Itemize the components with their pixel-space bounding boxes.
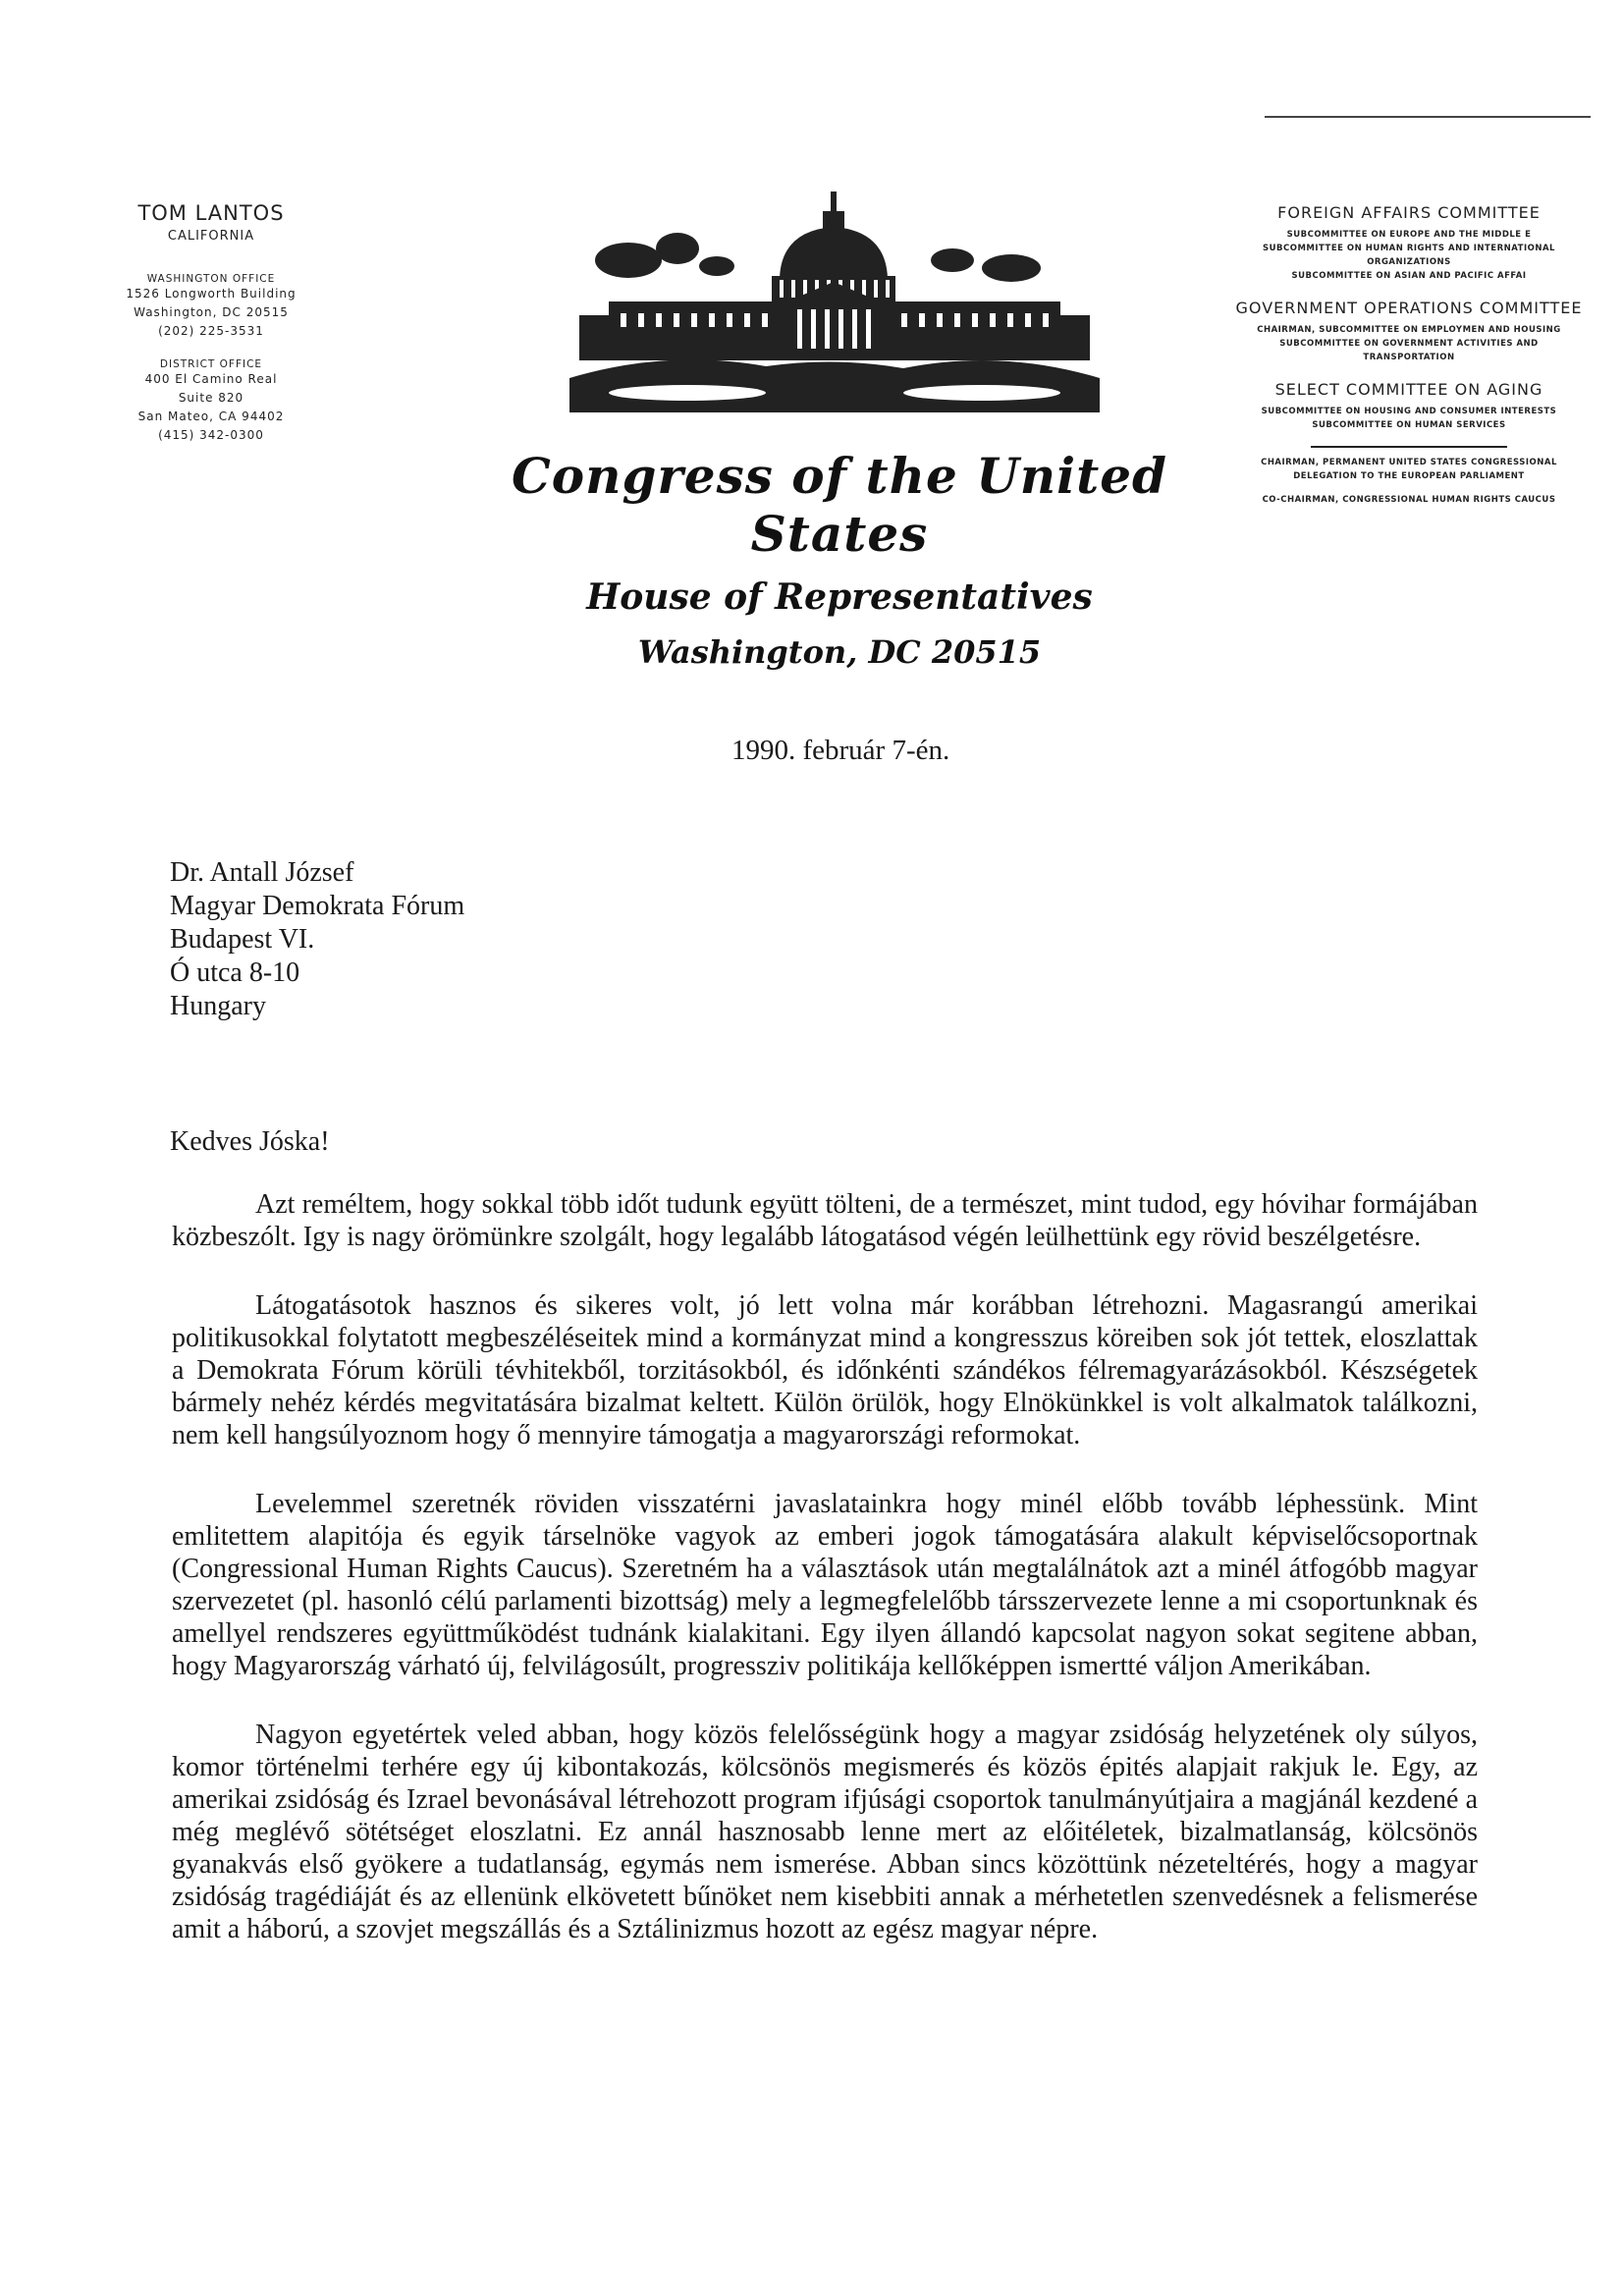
masthead xyxy=(461,447,1217,671)
subcommittee: SUBCOMMITTEE ON HUMAN RIGHTS AND INTERNATIONAL ORGANIZATIONS xyxy=(1263,244,1555,267)
subcommittee: SUBCOMMITTEE ON ASIAN AND PACIFIC AFFAI xyxy=(1291,271,1527,281)
top-rule-gap xyxy=(1196,116,1265,118)
recipient-line: Dr. Antall József xyxy=(170,857,354,888)
washington-office-line: 1526 Longworth Building xyxy=(126,287,297,301)
masthead-house: House of Representatives xyxy=(586,576,1093,618)
district-office-line: 400 El Camino Real xyxy=(144,372,278,386)
district-office-line: (415) 342-0300 xyxy=(158,428,264,442)
sender-name: TOM LANTOS xyxy=(137,201,285,225)
extra-role: CO-CHAIRMAN, CONGRESSIONAL HUMAN RIGHTS CAUCUS xyxy=(1262,495,1556,505)
subcommittee: SUBCOMMITTEE ON EUROPE AND THE MIDDLE E xyxy=(1286,230,1532,240)
recipient-line: Ó utca 8-10 xyxy=(170,957,300,988)
recipient-line: Budapest VI. xyxy=(170,924,315,955)
subcommittee: SUBCOMMITTEE ON HOUSING AND CONSUMER INTERESTS xyxy=(1261,407,1557,416)
committee-aging xyxy=(1232,378,1586,432)
recipient-line: Hungary xyxy=(170,991,266,1021)
recipient-address xyxy=(170,856,464,1023)
committee-block xyxy=(1232,201,1586,507)
salutation: Kedves Jóska! xyxy=(170,1126,330,1157)
capitol-building-icon xyxy=(569,191,1100,412)
washington-office-line: Washington, DC 20515 xyxy=(134,305,289,319)
washington-office-line: (202) 225-3531 xyxy=(158,324,264,338)
committee-divider xyxy=(1311,446,1507,448)
committee-government-operations xyxy=(1232,297,1586,364)
district-office-title: DISTRICT OFFICE xyxy=(159,358,263,370)
recipient-line: Magyar Demokrata Fórum xyxy=(170,891,465,921)
letter-date: 1990. február 7-én. xyxy=(731,735,950,766)
washington-office-title: WASHINGTON OFFICE xyxy=(146,273,276,285)
committee-title: SELECT COMMITTEE ON AGING xyxy=(1274,380,1543,399)
committee-title: GOVERNMENT OPERATIONS COMMITTEE xyxy=(1235,299,1583,317)
subcommittee: SUBCOMMITTEE ON GOVERNMENT ACTIVITIES AND TRANSPORTATION xyxy=(1279,339,1539,362)
body-paragraph: Látogatásotok hasznos és sikeres volt, jó lett volna már korábban létrehozni. Magasrangú amerikai politikusokkal folytatott megbeszéléseitek mind a kormányzat mind a kongresszus köreiben sok jót tettek, eloszlattak a Demokrata Fórum körüli tévhitekből, torzitásokból, és időnkénti szándékos félremagyarázásokból. Készségetek bármely nehéz kérdés megvitatására bizalmat keltett. Külön örülök, hogy Elnökünkkel is volt alkalmatok találkozni, nem kell hangsúlyoznom hogy ő mennyire támogatja a magyarországi reformokat. xyxy=(172,1290,1478,1450)
district-office-line: San Mateo, CA 94402 xyxy=(137,410,285,423)
committee-foreign-affairs xyxy=(1232,201,1586,283)
letter-body xyxy=(172,1188,1478,1982)
body-paragraph: Levelemmel szeretnék röviden visszatérni javaslatainkra hogy minél előbb tovább léphessünk. Mint emlitettem alapitója és egyik társelnöke vagyok az emberi jogok támogatására alakult képviselőcsoportnak (Congressional Human Rights Caucus). Szeretném ha a választások után megtalálnátok azt a minél átfogóbb magyar szervezetet (pl. hasonló célú parlamenti bizottság) mely a legmegfelelőbb társszervezete lenne a mi csoportunknak és amellyel rendszeres együttműködést tudnánk kialakitani. Egy ilyen állandó kapcsolat nagyon sokat segitene abban, hogy Magyarország várható új, felvilágosúlt, progressziv politikája kellőképpen ismertté váljon Amerikában. xyxy=(172,1489,1478,1681)
subcommittee: SUBCOMMITTEE ON HUMAN SERVICES xyxy=(1312,420,1506,430)
masthead-congress: Congress of the United States xyxy=(511,447,1168,563)
sender-state: CALIFORNIA xyxy=(167,229,255,244)
extra-role: CHAIRMAN, PERMANENT UNITED STATES CONGRESSIONAL DELEGATION TO THE EUROPEAN PARLIAMENT xyxy=(1261,458,1557,481)
district-office-line: Suite 820 xyxy=(178,391,244,405)
sender-block xyxy=(93,201,329,445)
masthead-address: Washington, DC 20515 xyxy=(637,633,1042,671)
body-paragraph: Nagyon egyetértek veled abban, hogy közös felelősségünk hogy a magyar zsidóság helyzetének oly súlyos, komor történelmi terhére egy új kibontakozás, kölcsönös megismerés és közös épités alapjait rakjuk le. Egy, az amerikai zsidóság és Izrael bevonásával létrehozott program ifjúsági csoportok tanulmányútjaira a magjánál kezdené a még meglévő sötétséget eloszlatni. Ez annál hasznosabb lenne mert az előitéletek, bizalmatlanság, kölcsönös gyanakvás első gyökere a tudatlanság, egymás nem ismerése. Abban sincs közöttünk nézeteltérés, hogy a magyar zsidóság tragédiáját és az ellenünk elkövetett bűnöket nem kisebbiti annak a mérhetetlen szenvedésnek a felismerése amit a háború, a szovjet megszállás és a Sztálinizmus hozott az egész magyar népre. xyxy=(172,1720,1478,1944)
committee-title: FOREIGN AFFAIRS COMMITTEE xyxy=(1277,203,1541,222)
body-paragraph: Azt reméltem, hogy sokkal több időt tudunk együtt tölteni, de a természet, mint tudod, egy hóvihar formájában közbeszólt. Igy is nagy örömünkre szolgált, hogy legalább látogatásod végén leülhettünk egy rövid beszélgetésre. xyxy=(172,1189,1478,1252)
subcommittee: CHAIRMAN, SUBCOMMITTEE ON EMPLOYMEN AND HOUSING xyxy=(1257,325,1561,335)
